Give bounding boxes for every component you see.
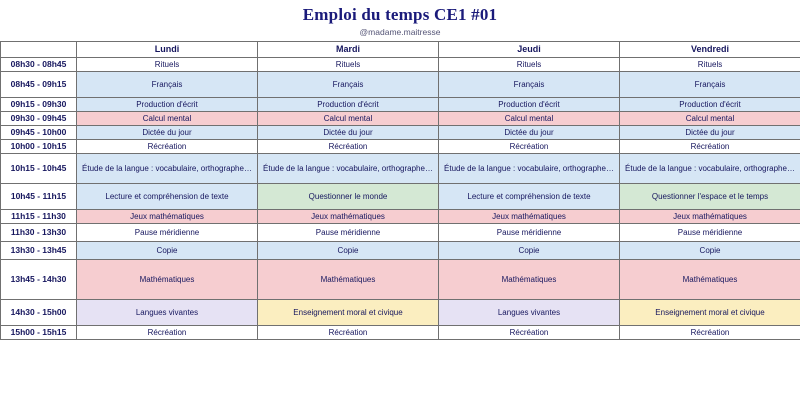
activity-cell: Récréation: [77, 140, 258, 154]
table-corner: [1, 42, 77, 58]
activity-cell: Rituels: [439, 58, 620, 72]
table-row: [1, 224, 800, 242]
time-slot-label: 15h00 - 15h15: [1, 326, 77, 340]
time-slot-label: 08h45 - 09h15: [1, 72, 77, 98]
activity-cell: Français: [620, 72, 800, 98]
activity-cell: Pause méridienne: [620, 224, 800, 242]
activity-cell: Copie: [620, 242, 800, 260]
table-row: [1, 300, 800, 326]
table-row: [1, 154, 800, 184]
time-slot-label: 11h30 - 13h30: [1, 224, 77, 242]
activity-cell: Mathématiques: [258, 260, 439, 300]
activity-cell: Calcul mental: [620, 112, 800, 126]
time-slot-label: 09h15 - 09h30: [1, 98, 77, 112]
activity-cell: Production d'écrit: [439, 98, 620, 112]
activity-cell: Récréation: [258, 326, 439, 340]
activity-cell: Français: [439, 72, 620, 98]
activity-cell: Langues vivantes: [439, 300, 620, 326]
activity-cell: Calcul mental: [258, 112, 439, 126]
activity-cell: Étude de la langue : vocabulaire, orthographe…: [620, 154, 800, 184]
time-slot-label: 10h45 - 11h15: [1, 184, 77, 210]
activity-cell: Jeux mathématiques: [439, 210, 620, 224]
activity-cell: Lecture et compréhension de texte: [77, 184, 258, 210]
activity-cell: Récréation: [258, 140, 439, 154]
table-header-row: [1, 42, 800, 58]
table-row: [1, 326, 800, 340]
activity-cell: Dictée du jour: [77, 126, 258, 140]
table-row: [1, 112, 800, 126]
activity-cell: Étude de la langue : vocabulaire, orthographe…: [258, 154, 439, 184]
activity-cell: Dictée du jour: [258, 126, 439, 140]
activity-cell: Lecture et compréhension de texte: [439, 184, 620, 210]
time-slot-label: 13h45 - 14h30: [1, 260, 77, 300]
time-slot-label: 11h15 - 11h30: [1, 210, 77, 224]
activity-cell: Mathématiques: [439, 260, 620, 300]
time-slot-label: 13h30 - 13h45: [1, 242, 77, 260]
activity-cell: Rituels: [258, 58, 439, 72]
table-row: [1, 58, 800, 72]
activity-cell: Français: [258, 72, 439, 98]
table-row: [1, 140, 800, 154]
activity-cell: Pause méridienne: [439, 224, 620, 242]
activity-cell: Copie: [258, 242, 439, 260]
activity-cell: Rituels: [620, 58, 800, 72]
activity-cell: Récréation: [77, 326, 258, 340]
table-row: [1, 260, 800, 300]
page-subtitle: @madame.maitresse: [359, 27, 441, 37]
activity-cell: Jeux mathématiques: [77, 210, 258, 224]
activity-cell: Étude de la langue : vocabulaire, orthographe…: [77, 154, 258, 184]
activity-cell: Récréation: [620, 326, 800, 340]
activity-cell: Copie: [77, 242, 258, 260]
activity-cell: Enseignement moral et civique: [620, 300, 800, 326]
activity-cell: Récréation: [439, 140, 620, 154]
time-slot-label: 10h15 - 10h45: [1, 154, 77, 184]
table-row: [1, 98, 800, 112]
activity-cell: Production d'écrit: [620, 98, 800, 112]
activity-cell: Langues vivantes: [77, 300, 258, 326]
day-header-lundi: Lundi: [77, 42, 258, 58]
time-slot-label: 09h45 - 10h00: [1, 126, 77, 140]
table-row: [1, 126, 800, 140]
activity-cell: Jeux mathématiques: [620, 210, 800, 224]
day-header-jeudi: Jeudi: [439, 42, 620, 58]
table-row: [1, 184, 800, 210]
activity-cell: Calcul mental: [439, 112, 620, 126]
table-body: [1, 58, 800, 340]
day-header-mardi: Mardi: [258, 42, 439, 58]
activity-cell: Questionner l'espace et le temps: [620, 184, 800, 210]
activity-cell: Jeux mathématiques: [258, 210, 439, 224]
activity-cell: Calcul mental: [77, 112, 258, 126]
activity-cell: Récréation: [439, 326, 620, 340]
table-row: [1, 210, 800, 224]
activity-cell: Production d'écrit: [258, 98, 439, 112]
activity-cell: Français: [77, 72, 258, 98]
time-slot-label: 14h30 - 15h00: [1, 300, 77, 326]
activity-cell: Enseignement moral et civique: [258, 300, 439, 326]
activity-cell: Dictée du jour: [620, 126, 800, 140]
activity-cell: Étude de la langue : vocabulaire, orthographe…: [439, 154, 620, 184]
activity-cell: Rituels: [77, 58, 258, 72]
activity-cell: Production d'écrit: [77, 98, 258, 112]
page-title: Emploi du temps CE1 #01: [302, 5, 498, 24]
time-slot-label: 08h30 - 08h45: [1, 58, 77, 72]
activity-cell: Questionner le monde: [258, 184, 439, 210]
time-slot-label: 10h00 - 10h15: [1, 140, 77, 154]
activity-cell: Copie: [439, 242, 620, 260]
activity-cell: Récréation: [620, 140, 800, 154]
activity-cell: Pause méridienne: [258, 224, 439, 242]
activity-cell: Dictée du jour: [439, 126, 620, 140]
table-row: [1, 242, 800, 260]
table-row: [1, 72, 800, 98]
activity-cell: Mathématiques: [77, 260, 258, 300]
time-slot-label: 09h30 - 09h45: [1, 112, 77, 126]
activity-cell: Pause méridienne: [77, 224, 258, 242]
timetable: [0, 41, 800, 340]
day-header-vendredi: Vendredi: [620, 42, 800, 58]
activity-cell: Mathématiques: [620, 260, 800, 300]
